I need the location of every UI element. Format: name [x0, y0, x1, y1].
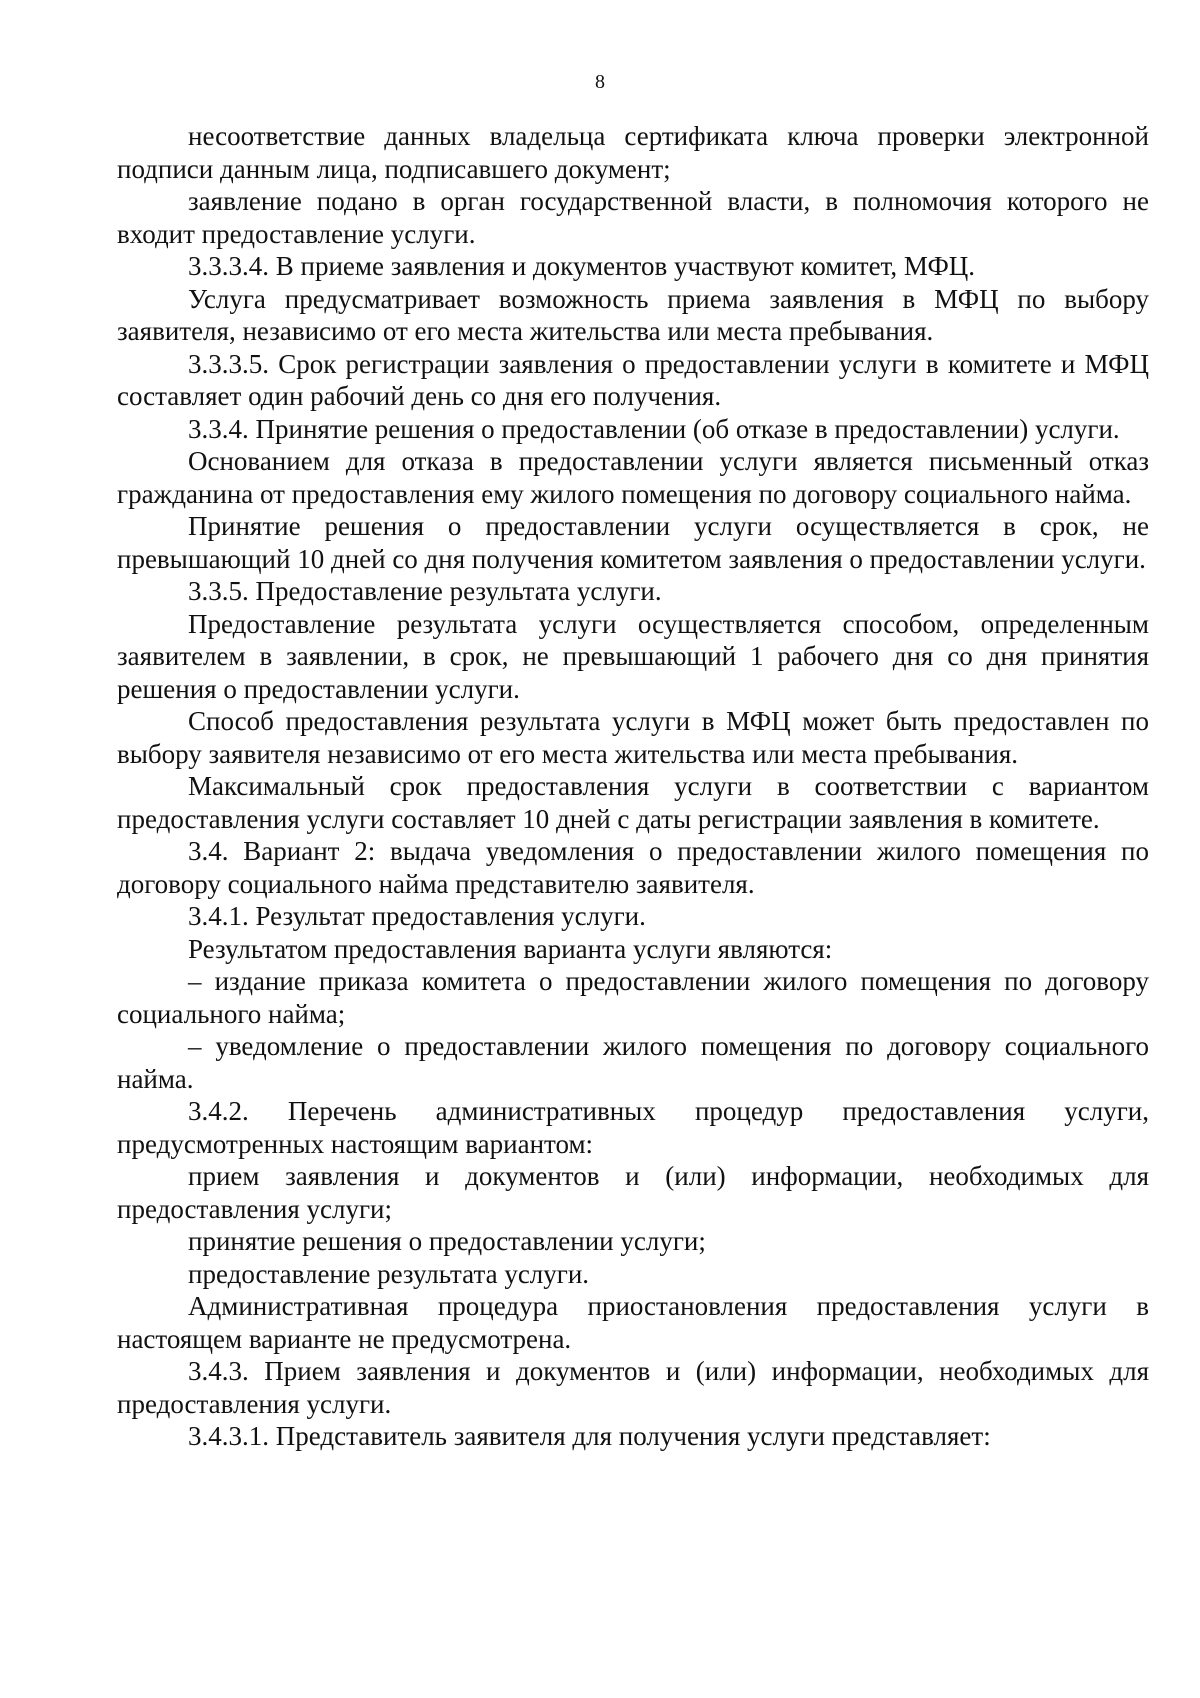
list-item: – уведомление о предоставлении жилого помещения по договору социального найма. [117, 1031, 1149, 1094]
paragraph: 3.4. Вариант 2: выдача уведомления о предоставлении жилого помещения по договору социального найма представителю заявителя. [117, 836, 1149, 899]
paragraph: 3.3.4. Принятие решения о предоставлении (об отказе в предоставлении) услуги. [188, 413, 1120, 444]
paragraph: 3.4.3. Прием заявления и документов и (или) информации, необходимых для предоставления услуги. [117, 1356, 1149, 1419]
paragraph: заявление подано в орган государственной власти, в полномочия которого не входит предоставление услуги. [117, 186, 1149, 249]
paragraph: принятие решения о предоставлении услуги; [188, 1226, 706, 1256]
paragraph: прием заявления и документов и (или) информации, необходимых для предоставления услуги; [117, 1161, 1149, 1224]
paragraph: предоставление результата услуги. [188, 1258, 590, 1289]
paragraph: 3.3.3.4. В приеме заявления и документов участвуют комитет, МФЦ. [188, 251, 976, 281]
paragraph: Предоставление результата услуги осуществляется способом, определенным заявителем в заявлении, в срок, не превышающий 1 рабочего дня со дня принятия решения о предоставлении услуги. [117, 608, 1149, 704]
page-number: 8 [595, 71, 605, 93]
paragraph: Максимальный срок предоставления услуги в соответствии с вариантом предоставления услуги составляет 10 дней с даты регистрации заявления в комитете. [117, 771, 1149, 834]
list-item: – издание приказа комитета о предоставлении жилого помещения по договору социального найма; [117, 966, 1149, 1029]
paragraph: 3.4.2. Перечень административных процедур предоставления услуги, предусмотренных настоящим вариантом: [117, 1096, 1149, 1159]
paragraph: несоответствие данных владельца сертификата ключа проверки электронной подписи данным лица, подписавшего документ; [117, 121, 1149, 184]
document-body [117, 120, 1149, 1453]
paragraph: 3.3.5. Предоставление результата услуги. [188, 576, 662, 606]
paragraph: Услуга предусматривает возможность приема заявления в МФЦ по выбору заявителя, независимо от его места жительства или места пребывания. [117, 283, 1149, 346]
paragraph: Способ предоставления результата услуги в МФЦ может быть предоставлен по выбору заявителя независимо от его места жительства или места пребывания. [117, 706, 1149, 769]
paragraph: Основанием для отказа в предоставлении услуги является письменный отказ гражданина от предоставления ему жилого помещения по договору социального найма. [117, 446, 1149, 509]
paragraph: 3.4.3.1. Представитель заявителя для получения услуги представляет: [188, 1421, 991, 1451]
paragraph: Административная процедура приостановления предоставления услуги в настоящем варианте не предусмотрена. [117, 1291, 1149, 1354]
paragraph: Результатом предоставления варианта услуги являются: [188, 933, 833, 964]
paragraph: 3.4.1. Результат предоставления услуги. [188, 901, 646, 931]
paragraph: Принятие решения о предоставлении услуги осуществляется в срок, не превышающий 10 дней со дня получения комитетом заявления о предоставлении услуги. [117, 511, 1149, 574]
paragraph: 3.3.3.5. Срок регистрации заявления о предоставлении услуги в комитете и МФЦ составляет один рабочий день со дня его получения. [117, 348, 1149, 411]
